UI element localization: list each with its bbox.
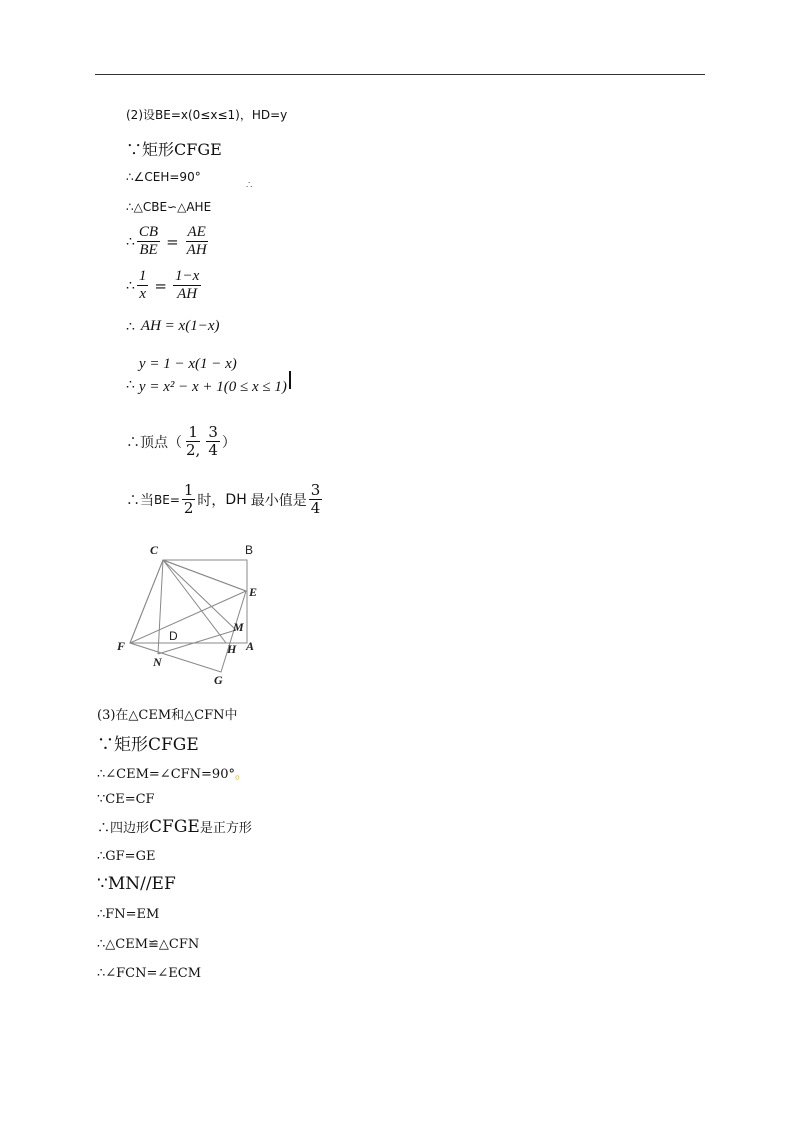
fraction-half: $\frac{1}{2}$ (183, 481, 194, 517)
p2-line-5: ∴ $\frac{CB}{BE}$ = $\frac{AE}{AH}$ (126, 224, 207, 258)
p2-line-7 (126, 318, 219, 335)
label-b: B (245, 543, 254, 557)
p3-line-3: ∴∠CEM=∠CFN=90°。 (97, 767, 248, 782)
header-rule (95, 74, 705, 75)
segment-ce (163, 560, 246, 591)
fraction-three-quarters: $\frac{3}{4}$ (208, 423, 218, 459)
p3-line-7: ∵MN//EF (97, 874, 176, 894)
label-d: D (169, 629, 178, 643)
label-n: N (153, 655, 162, 669)
label-e: E (249, 585, 258, 599)
label-c: C (150, 543, 159, 557)
ah-expression: AH = x(1−x) (140, 318, 220, 334)
fraction-three-quarters: $\frac{3}{4}$ (310, 481, 321, 517)
label-f: F (117, 639, 126, 653)
fraction-1mx-ah: $\frac{1-x}{AH}$ (175, 268, 200, 302)
label-a: A (246, 639, 255, 653)
p3-line-6: ∴GF=GE (97, 849, 156, 864)
geometry-figure (110, 538, 270, 688)
fraction-1-x: $\frac{1}{x}$ (138, 268, 147, 302)
p2-line-2: ∵矩形CFGE (126, 140, 222, 159)
label-h: H (227, 642, 237, 656)
p2-line-8 (126, 356, 291, 396)
segment-cm (163, 560, 236, 630)
p2-line-3: ∴∠CEH=90° (126, 170, 201, 184)
fraction-half: $\frac{1}{2,}$ (186, 423, 201, 459)
therefore-symbol: ∴ (126, 377, 135, 393)
text-cursor-mark (289, 371, 291, 389)
p2-stray-dots: ∴ (246, 180, 253, 191)
equation-system (139, 356, 287, 396)
p3-line-5: ∴四边形CFGE是正方形 (97, 817, 252, 837)
label-g: G (214, 673, 223, 687)
vertex-label: ∴顶点（ (126, 434, 182, 451)
p2-line-10: ∴当 BE= $\frac{1}{2}$ 时， DH 最小值是 $\frac{3}{4}$ (126, 481, 321, 517)
p3-line-9: ∴△CEM≌△CFN (97, 937, 200, 952)
square-abcd (130, 560, 247, 643)
label-m: M (233, 620, 244, 634)
therefore-symbol: ∴ (126, 277, 135, 294)
p3-line-2: ∵矩形CFGE (97, 735, 199, 755)
equation-row-1: y = 1 − x(1 − x) (138, 356, 237, 372)
p2-line-4: ∴△CBE∽△AHE (126, 200, 212, 214)
stray-mark: 。 (234, 767, 248, 782)
p3-line-8: ∴FN=EM (97, 907, 160, 922)
p2-line-6: ∴ $\frac{1}{x}$ = $\frac{1-x}{AH}$ (126, 268, 200, 302)
p2-line-9: ∴顶点（ $\frac{1}{2,}$ $\frac{3}{4}$ ） (126, 423, 236, 459)
therefore-symbol: ∴ (126, 233, 135, 250)
p2-line-1: (2)设BE=x(0≤x≤1)，HD=y (126, 108, 288, 122)
therefore-symbol: ∴ (126, 318, 135, 335)
fraction-cb-be: $\frac{CB}{BE}$ (138, 224, 159, 258)
equation-row-2: y = x² − x + 1(0 ≤ x ≤ 1) (138, 379, 287, 395)
p3-line-10: ∴∠FCN=∠ECM (97, 966, 202, 981)
p3-line-1: (3)在△CEM和△CFN中 (97, 708, 238, 723)
segment-cn (158, 560, 163, 654)
fraction-ae-ah: $\frac{AE}{AH}$ (186, 224, 207, 258)
p3-line-4: ∵CE=CF (97, 792, 155, 807)
